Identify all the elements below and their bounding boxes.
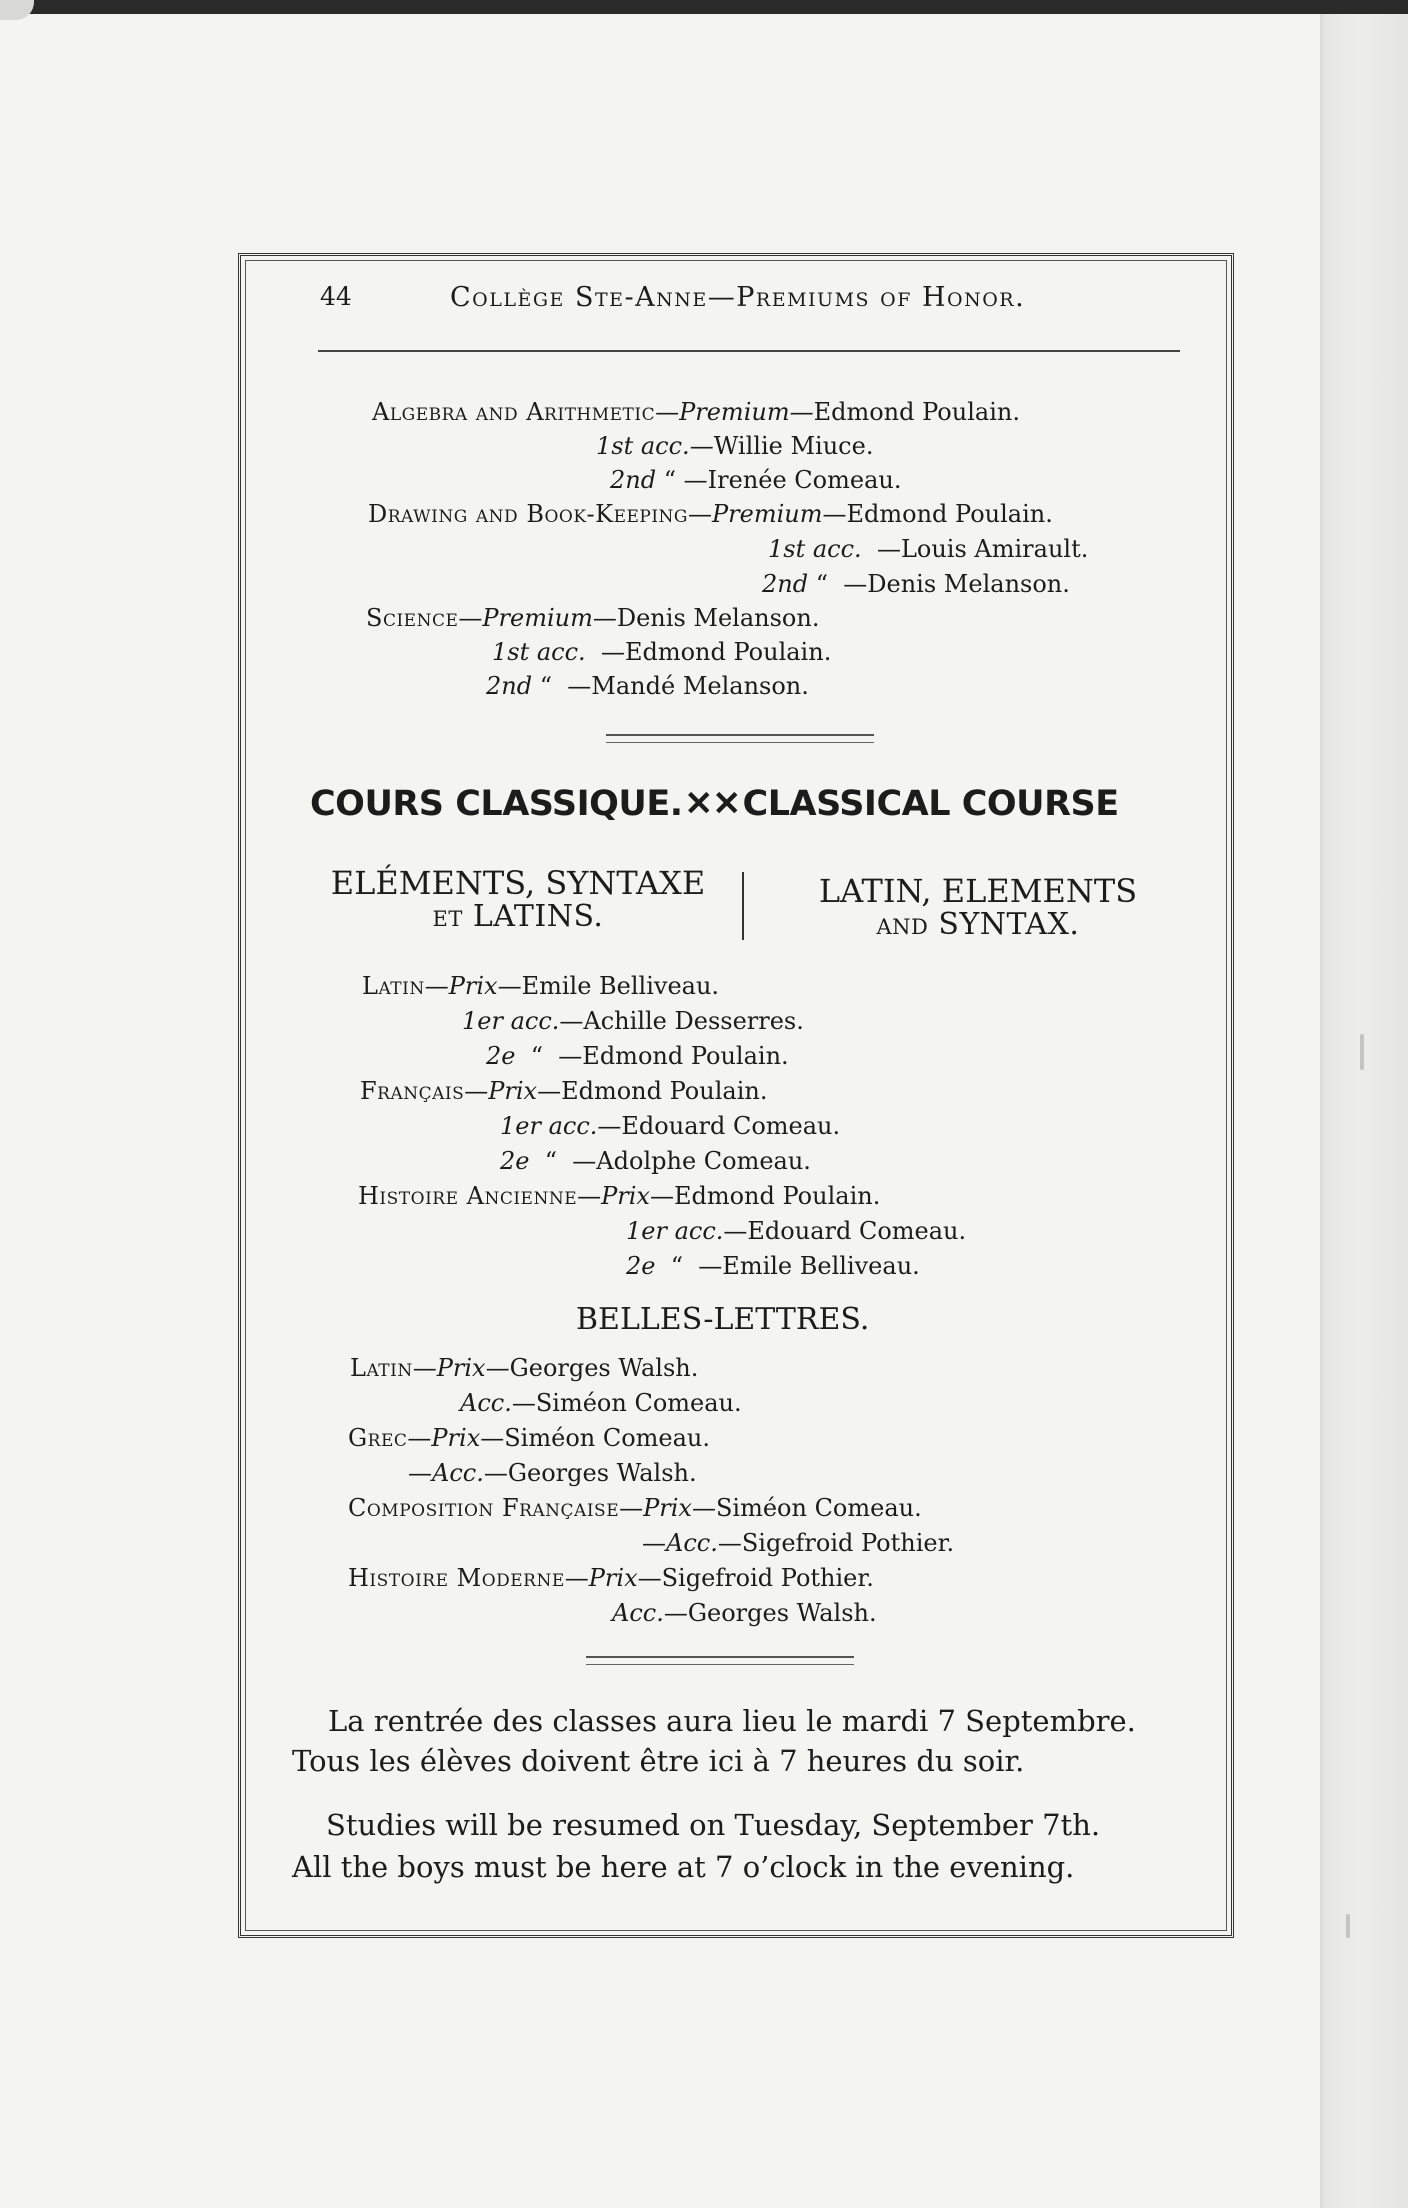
bl-grec-acc: —Acc.—Georges Walsh. [408,1459,697,1487]
header-rule [318,350,1180,352]
francais-acc2: 2e “ —Adolphe Comeau. [500,1147,811,1175]
scan-corner [0,0,34,20]
histoire-acc1: 1er acc.—Edouard Comeau. [626,1217,967,1245]
histoire-acc2: 2e “ —Emile Belliveau. [626,1252,920,1280]
bl-composition-acc: —Acc.—Sigefroid Pothier. [642,1529,955,1557]
latin-acc2: 2e “ —Edmond Poulain. [486,1042,789,1070]
algebra-line: Algebra and Arithmetic—Premium—Edmond Poulain. [372,398,1020,426]
notice-en-line1: Studies will be resumed on Tuesday, September 7th. [326,1808,1101,1842]
bl-histoire-line: Histoire Moderne—Prix—Sigefroid Pothier. [348,1564,874,1592]
francais-line: Français—Prix—Edmond Poulain. [360,1077,768,1105]
science-line: Science—Premium—Denis Melanson. [366,604,820,632]
col-heading-en: LATIN, ELEMENTS and SYNTAX. [818,872,1138,942]
page-number: 44 [320,282,352,311]
francais-acc1: 1er acc.—Edouard Comeau. [500,1112,841,1140]
page-edge [1320,14,1408,2208]
classical-course-heading: COURS CLASSIQUE.✕✕CLASSICAL COURSE [310,784,1119,824]
col-heading-fr: ELÉMENTS, SYNTAXE et LATINS. [330,864,706,934]
bl-latin-line: Latin—Prix—Georges Walsh. [350,1354,699,1382]
drawing-acc1: 1st acc. —Louis Amirault. [768,535,1089,563]
ornament-icon: ✕✕ [684,784,741,824]
bl-composition-line: Composition Française—Prix—Siméon Comeau. [348,1494,922,1522]
bl-latin-acc: Acc.—Siméon Comeau. [460,1389,742,1417]
science-acc1: 1st acc. —Edmond Poulain. [492,638,832,666]
latin-line: Latin—Prix—Emile Belliveau. [362,972,720,1000]
science-acc2: 2nd “ —Mandé Melanson. [486,672,809,700]
drawing-line: Drawing and Book-Keeping—Premium—Edmond Poulain. [368,500,1053,528]
notice-en-line2: All the boys must be here at 7 o’clock in the evening. [292,1850,1075,1884]
belles-lettres-heading: BELLES-LETTRES. [576,1302,870,1337]
scan-top-border [0,0,1408,14]
notice-fr-line1: La rentrée des classes aura lieu le mardi 7 Septembre. [328,1704,1136,1738]
column-divider [742,872,744,940]
bl-histoire-acc: Acc.—Georges Walsh. [612,1599,877,1627]
drawing-acc2: 2nd “ —Denis Melanson. [762,570,1070,598]
closing-divider [586,1656,854,1665]
section-divider [606,734,874,743]
histoire-line: Histoire Ancienne—Prix—Edmond Poulain. [358,1182,881,1210]
latin-acc1: 1er acc.—Achille Desserres. [462,1007,804,1035]
bl-grec-line: Grec—Prix—Siméon Comeau. [348,1424,711,1452]
algebra-acc2: 2nd “ —Irenée Comeau. [610,466,902,494]
algebra-acc1: 1st acc.—Willie Miuce. [596,432,874,460]
notice-fr-line2: Tous les élèves doivent être ici à 7 heures du soir. [292,1744,1025,1778]
running-title: Collège Ste-Anne—Premiums of Honor. [450,282,1026,313]
